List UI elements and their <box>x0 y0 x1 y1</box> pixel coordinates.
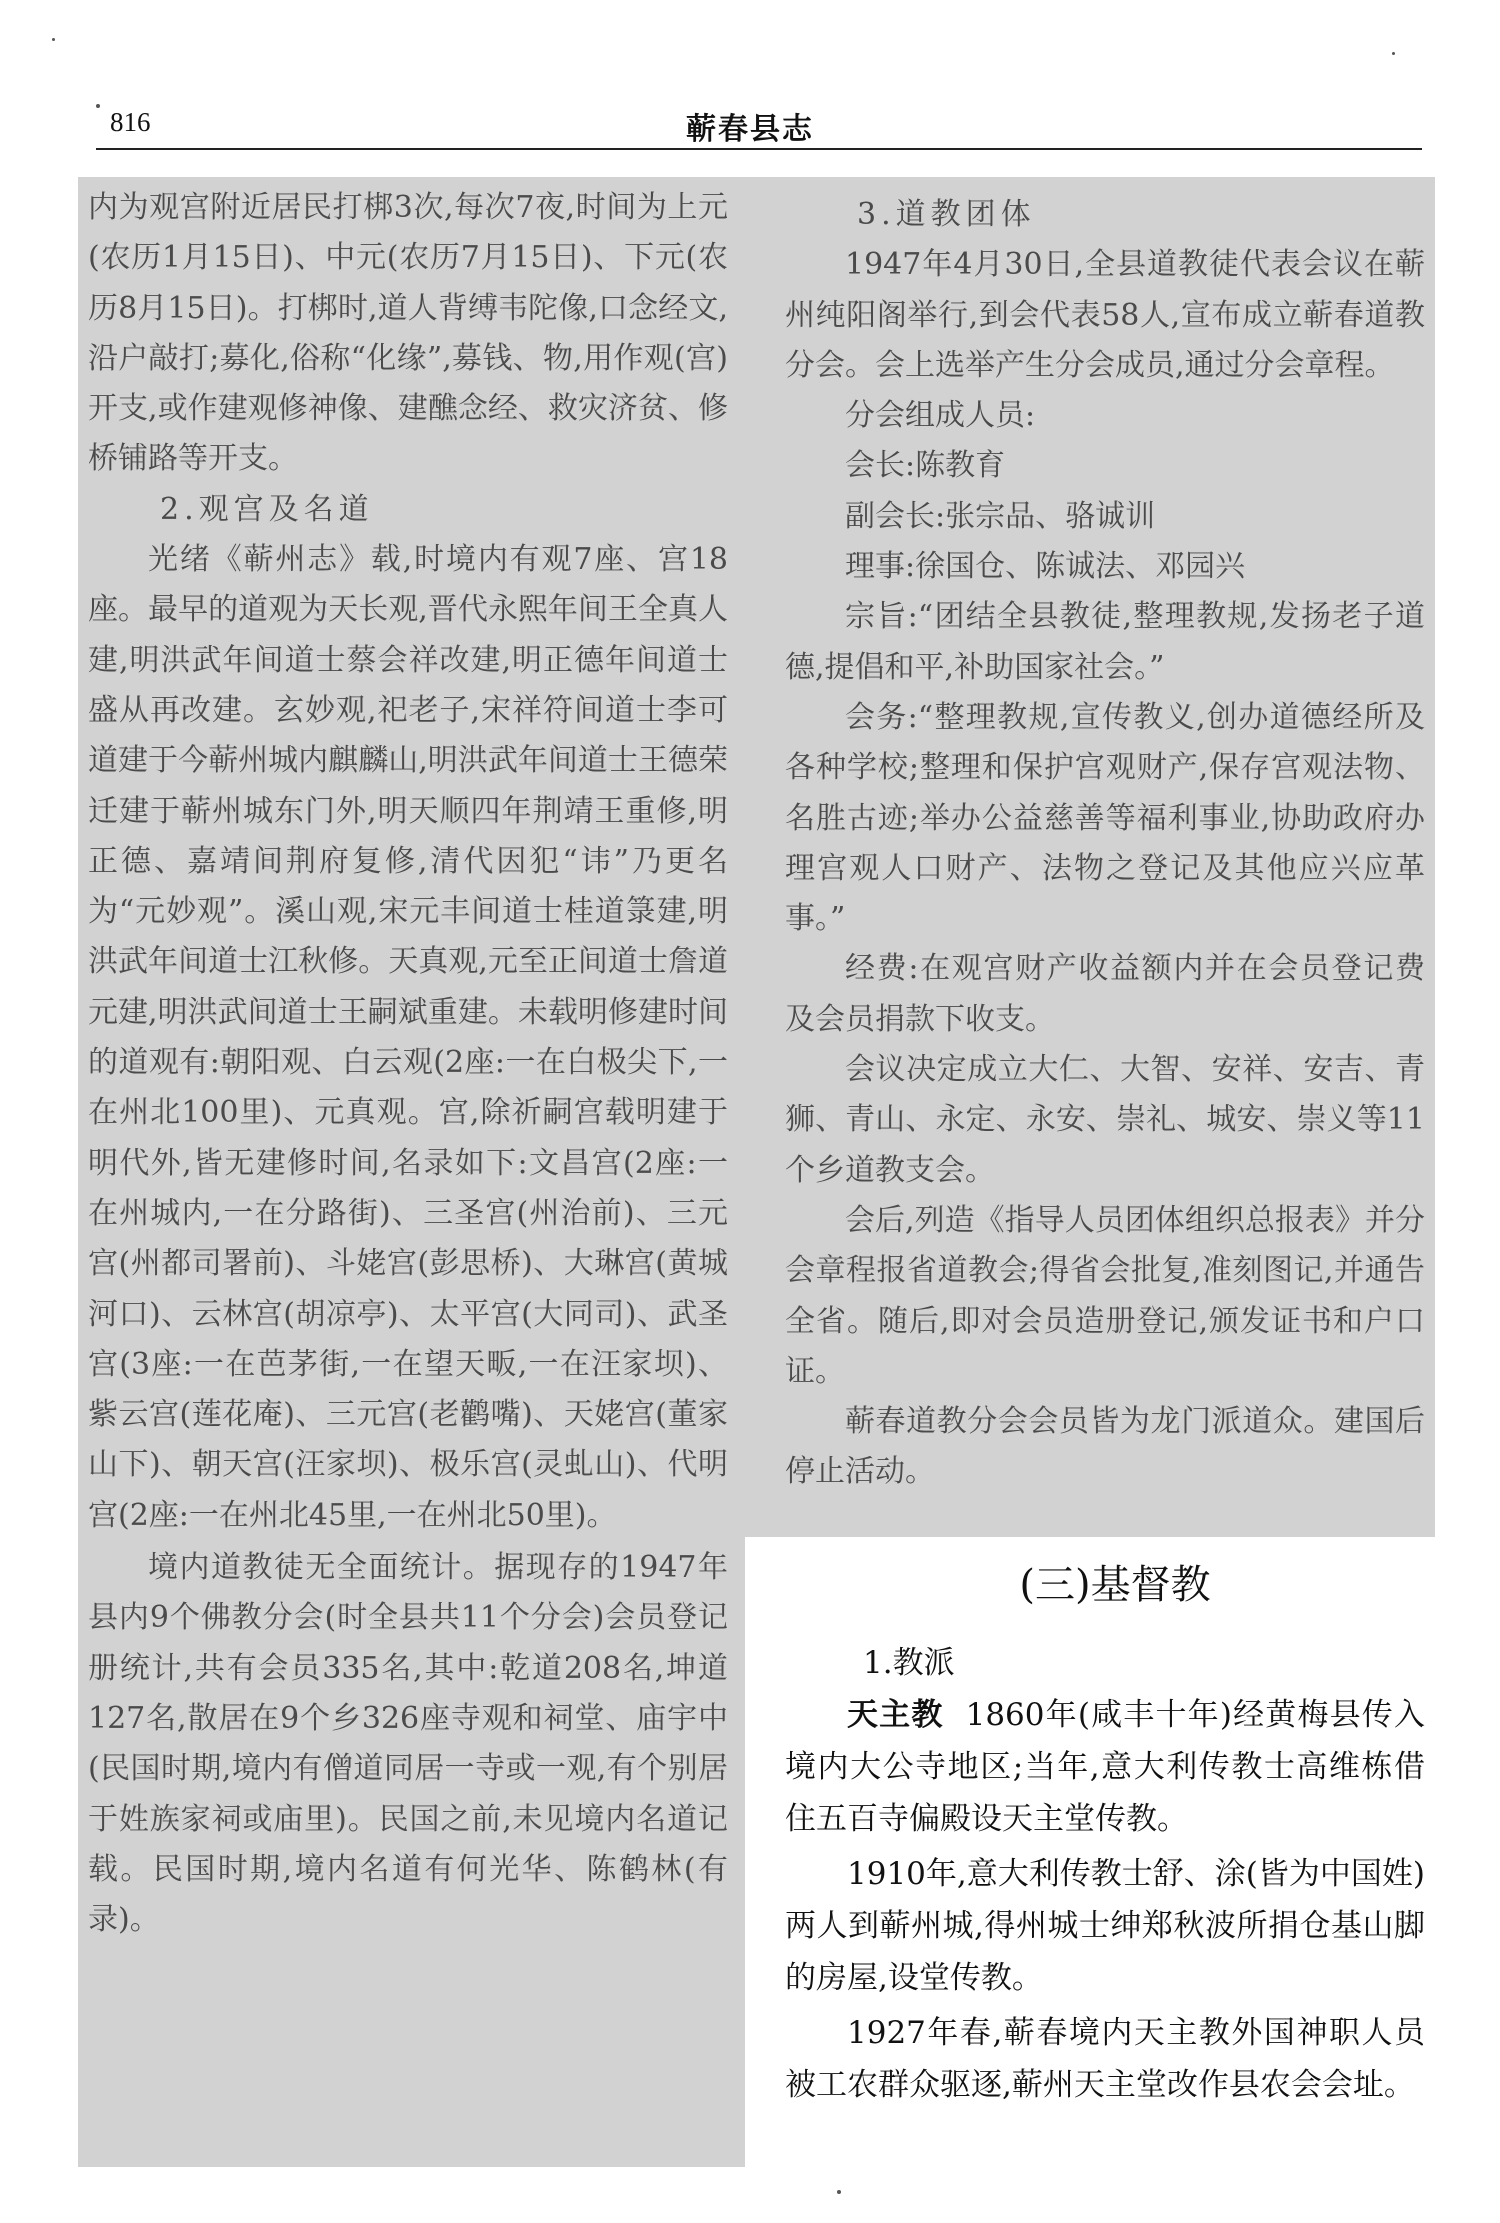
left-paragraph-2: 光绪《蕲州志》载,时境内有观7座、宫18座。最早的道观为天长观,晋代永熙年间王全真人建,明洪武年间道士蔡会祥改建,明正德年间道士盛从再改建。玄妙观,祀老子,宋祥符间道士李可道建于今蕲州城内麒麟山,明洪武年间道士王德荣迁建于蕲州城东门外,明天顺四年荆靖王重修,明正德、嘉靖间荆府复修,清代因犯“讳”乃更名为“元妙观”。溪山观,宋元丰间道士桂道箓建,明洪武年间道士江秋修。天真观,元至正间道士詹道元建,明洪武间道士王嗣斌重建。未载明修建时间的道观有:朝阳观、白云观(2座:一在白极尖下,一在州北100里)、元真观。宫,除祈嗣宫载明建于明代外,皆无建修时间,名录如下:文昌宫(2座:一在州城内,一在分路街)、三圣宫(州治前)、三元宫(州都司署前)、斗姥宫(彭思桥)、大琳宫(黄城河口)、云林宫(胡凉亭)、太平宫(大同司)、武圣宫(3座:一在芭茅街,一在望天畈,一在汪家坝)、紫云宫(莲花庵)、三元宫(老鹳嘴)、天姥宫(董家山下)、朝天宫(汪家坝)、极乐宫(灵虬山)、代明宫(2座:一在州北45里,一在州北50里)。 <box>88 542 728 1533</box>
purpose-paragraph: 宗旨:“团结全县教徒,整理教规,发扬老子道德,提倡和平,补助国家社会。” <box>785 599 1425 685</box>
sub-heading-denominations: 1.教派 <box>863 1645 955 1681</box>
right-paragraph-1: 1947年4月30日,全县道教徒代表会议在蕲州纯阳阁举行,到会代表58人,宣布成立蕲春道教分会。会上选举产生分会成员,通过分会章程。 <box>785 247 1425 383</box>
left-paragraph-3: 境内道教徒无全面统计。据现存的1947年县内9个佛教分会(时全县共11个分会)会员登记册统计,共有会员335名,其中:乾道208名,坤道127名,散居在9个乡326座寺观和祠堂、庙宇中(民国时期,境内有僧道同居一寺或一观,有个别居于姓族家祠或庙里)。民国之前,未见境内名道记载。民国时期,境内名道有何光华、陈鹤林(有录)。 <box>88 1550 728 1938</box>
section-heading-temples: 2.观宫及名道 <box>160 491 374 527</box>
catholic-label: 天主教 <box>847 1697 944 1733</box>
scan-speck <box>837 2190 841 2194</box>
scan-speck <box>1392 52 1395 55</box>
note-paragraph: 蕲春道教分会会员皆为龙门派道众。建国后停止活动。 <box>785 1404 1425 1490</box>
scan-speck <box>52 38 55 41</box>
right-column <box>785 190 1425 1498</box>
christianity-section <box>785 1545 1425 2114</box>
scan-speck <box>96 104 100 108</box>
page-number: 816 <box>110 107 151 137</box>
section-heading-groups: 3.道教团体 <box>857 197 1036 232</box>
catholic-paragraph <box>785 1689 1425 1845</box>
catholic-text: 1860年(咸丰十年)经黄梅县传入境内大公寺地区;当年,意大利传教士高维栋借住五百寺偏殿设天主堂传教。 <box>785 1697 1425 1837</box>
paragraph-1910: 1910年,意大利传教士舒、涂(皆为中国姓)两人到蕲州城,得州城士绅郑秋波所捐仓基山脚的房屋,设堂传教。 <box>785 1856 1425 1996</box>
affairs-paragraph: 会务:“整理教规,宣传教义,创办道德经所及各种学校;整理和保护宫观财产,保存宫观法物、名胜古迹;举办公益慈善等福利事业,协助政府办理宫观人口财产、法物之登记及其他应兴应革事。” <box>785 699 1425 937</box>
book-title: 蕲春县志 <box>686 112 814 147</box>
president-line: 会长:陈教育 <box>845 448 1006 484</box>
paragraph-1927: 1927年春,蕲春境内天主教外国神职人员被工农群众驱逐,蕲州天主堂改作县农会会址。 <box>785 2015 1425 2103</box>
after-paragraph: 会后,列造《指导人员团体组织总报表》并分会章程报省道教会;得省会批复,准刻图记,并通告全省。随后,即对会员造册登记,颁发证书和户口证。 <box>785 1202 1425 1389</box>
directors-line: 理事:徐国仓、陈诚法、邓园兴 <box>845 549 1246 585</box>
vice-president-line: 副会长:张宗品、骆诚训 <box>845 498 1156 534</box>
section-title-christianity: (三)基督教 <box>1019 1562 1211 1608</box>
header-rule <box>96 148 1422 150</box>
left-paragraph-1: 内为观宫附近居民打梆3次,每次7夜,时间为上元(农历1月15日)、中元(农历7月15日)、下元(农历8月15日)。打梆时,道人背缚韦陀像,口念经文,沿户敲打;募化,俗称“化缘”,募钱、物,用作观(宫)开支,或作建观修神像、建醮念经、救灾济贫、修桥铺路等开支。 <box>88 190 728 477</box>
funding-paragraph: 经费:在观宫财产收益额内并在会员登记费及会员捐款下收支。 <box>785 951 1425 1037</box>
left-column <box>88 183 728 1945</box>
branches-paragraph: 会议决定成立大仁、大智、安祥、安吉、青狮、青山、永定、永安、崇礼、城安、崇义等11个乡道教支会。 <box>785 1052 1425 1188</box>
page-header <box>0 0 1500 175</box>
members-label: 分会组成人员: <box>845 398 1036 434</box>
